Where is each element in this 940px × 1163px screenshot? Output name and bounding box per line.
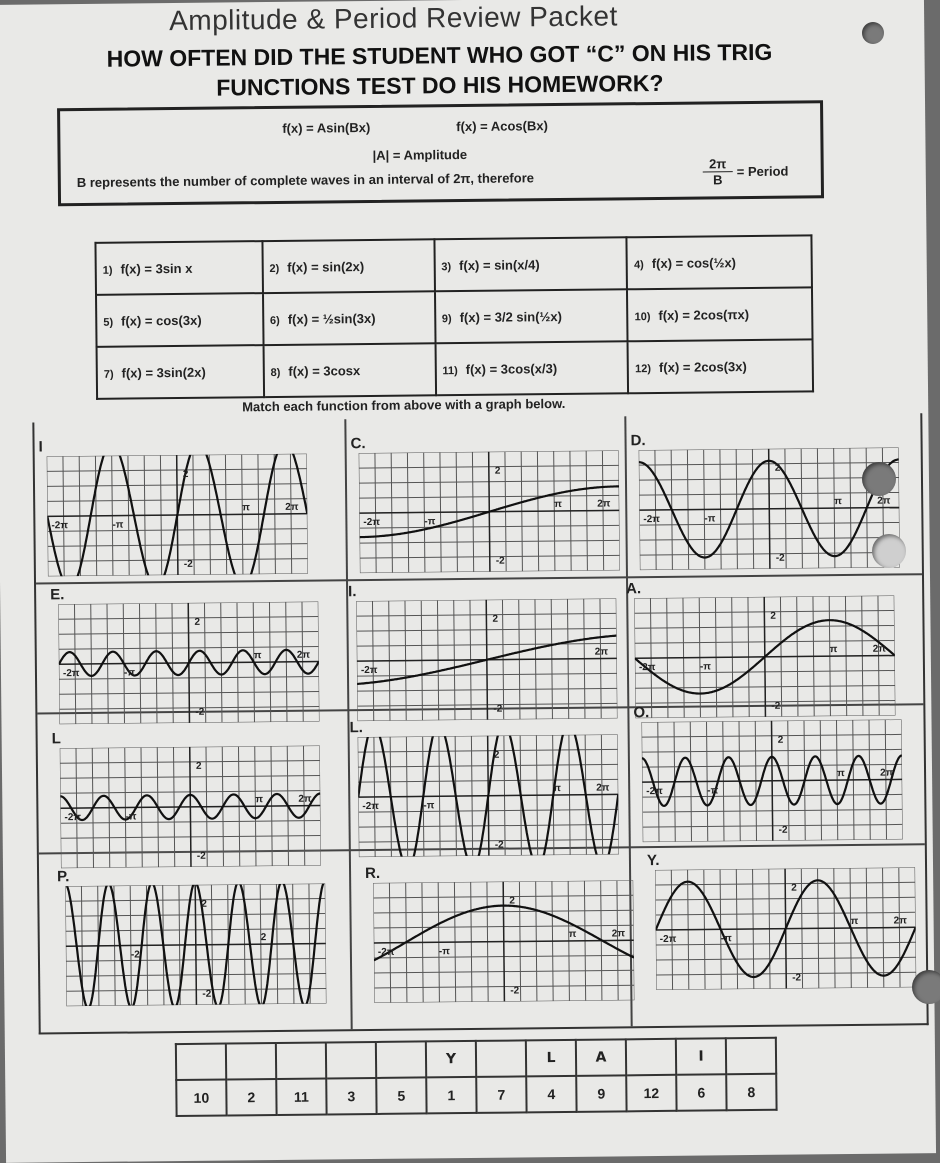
tick-label: -π: [423, 800, 435, 812]
tick-label: 2: [777, 734, 784, 746]
tick-label: 2: [260, 932, 267, 944]
tick-label: π: [834, 496, 842, 508]
answer-letter-cell[interactable]: A: [576, 1039, 626, 1076]
amplitude-formula: |A| = Amplitude: [372, 146, 468, 163]
answer-letter-cell[interactable]: Y: [426, 1041, 476, 1078]
tick-label: -2: [202, 988, 212, 1000]
function-expression: f(x) = 3sin x: [120, 260, 193, 277]
graph-panel: [57, 868, 326, 1011]
function-cell: [263, 343, 435, 397]
answer-letter-cell[interactable]: [326, 1042, 376, 1079]
tick-label: -2π: [638, 662, 656, 674]
function-number: 2): [269, 262, 280, 275]
tick-label: -π: [424, 516, 436, 528]
graph-panel: [630, 432, 900, 575]
graph-plot: [60, 746, 321, 869]
match-instruction: Match each function from above with a graph below.: [242, 395, 566, 415]
tick-label: -2: [495, 555, 505, 567]
function-cell: [627, 235, 812, 289]
graph-panel: [350, 435, 620, 578]
graph-letter-label: A.: [626, 580, 642, 598]
graph-letter-label: I: [38, 438, 43, 456]
function-cell: [96, 293, 263, 347]
graph-plot: [65, 883, 326, 1006]
tick-label: -2: [778, 824, 788, 836]
function-expression: f(x) = 3sin(2x): [121, 364, 206, 381]
function-expression: f(x) = cos(½x): [651, 254, 737, 271]
riddle-line-2: FUNCTIONS TEST DO HIS HOMEWORK?: [216, 69, 664, 101]
function-number: 5): [103, 316, 114, 329]
tick-label: π: [568, 928, 577, 940]
graph-letter-label: C.: [350, 435, 366, 453]
graph-panel: [349, 719, 619, 862]
answer-number-row: [176, 1074, 776, 1116]
answer-letter-cell[interactable]: [276, 1042, 326, 1079]
tick-label: -2π: [377, 946, 395, 958]
graph-letter-label: E.: [50, 586, 65, 604]
tick-label: 2π: [611, 928, 626, 940]
tick-label: 2π: [879, 767, 894, 779]
graph-letter-label: L: [51, 730, 61, 748]
tick-label: 2π: [872, 643, 887, 655]
graph-panel: [626, 580, 895, 724]
riddle-question: [54, 36, 825, 104]
graph-letter-label: L.: [349, 719, 363, 737]
graph-panel: [51, 730, 321, 874]
tick-label: -2π: [62, 668, 80, 680]
tick-label: -2π: [363, 516, 381, 529]
graph-letter-label: D.: [630, 432, 646, 450]
graph-letter-label: I.: [348, 583, 357, 601]
tick-label: 2π: [597, 498, 611, 510]
function-expression: f(x) = cos(3x): [120, 312, 202, 329]
tick-label: -2: [183, 558, 193, 570]
tick-label: -2π: [360, 664, 378, 677]
graph-plot: [642, 719, 903, 842]
answer-letter-cell[interactable]: [726, 1038, 776, 1075]
answer-number-cell: 10: [176, 1080, 226, 1117]
graph-panel: [348, 583, 617, 726]
tick-label: 2π: [893, 915, 907, 927]
answer-letter-cell[interactable]: I: [676, 1038, 726, 1075]
graph-panel: [364, 864, 634, 1008]
y-axis: [503, 882, 504, 1002]
tick-label: -2: [775, 552, 785, 564]
function-expression: f(x) = 3/2 sin(½x): [459, 308, 562, 325]
riddle-line-1: HOW OFTEN DID THE STUDENT WHO GOT “C” ON HIS TRIG: [106, 38, 773, 72]
tick-label: -2: [196, 850, 206, 862]
answer-number-cell: 4: [526, 1076, 576, 1113]
tick-label: 2: [509, 895, 515, 907]
function-expression: f(x) = 3cos(x/3): [465, 360, 558, 377]
answer-letter-cell[interactable]: [226, 1043, 276, 1080]
y-axis: [769, 449, 770, 569]
tick-label: π: [255, 794, 264, 806]
graph-letter-label: P.: [57, 868, 70, 886]
answer-table: [175, 1037, 778, 1117]
function-table-row: [97, 339, 814, 398]
y-axis: [772, 721, 773, 841]
graph-panel: [38, 438, 308, 582]
function-number: 11): [442, 364, 458, 377]
answer-number-cell: 5: [376, 1077, 426, 1114]
tick-label: 2π: [298, 793, 312, 805]
tick-label: 2π: [596, 782, 610, 794]
function-cell: [97, 345, 264, 399]
function-table-row: [95, 235, 812, 294]
tick-label: -2π: [362, 800, 379, 813]
function-number: 12): [635, 362, 652, 375]
function-cell: [434, 237, 627, 291]
tick-label: -2π: [51, 520, 69, 532]
graph-plot: [356, 598, 617, 721]
b-description: B represents the number of complete waves in an interval of 2π, therefore: [76, 170, 535, 191]
function-expression: f(x) = sin(x/4): [459, 256, 540, 273]
graph-panel: [50, 586, 319, 730]
formula-box: [57, 100, 824, 206]
tick-label: π: [553, 783, 561, 795]
answer-number-cell: 1: [426, 1077, 476, 1114]
tick-label: -π: [707, 785, 719, 797]
tick-label: -π: [699, 661, 711, 673]
tick-label: -2π: [646, 785, 663, 798]
function-number: 6): [269, 314, 280, 327]
tick-label: -2π: [64, 812, 82, 824]
tick-label: 2π: [877, 495, 891, 507]
graph-letter-label: Y.: [646, 851, 660, 870]
function-cell: [95, 241, 262, 295]
tick-label: -2π: [659, 933, 677, 945]
function-expression: f(x) = sin(2x): [287, 258, 365, 275]
function-number: 9): [441, 312, 452, 325]
period-denominator: B: [713, 172, 723, 188]
graph-plot: [633, 596, 895, 722]
page-title: Amplitude & Period Review Packet: [168, 0, 618, 37]
tick-label: -2π: [643, 513, 661, 526]
answer-letter-cell[interactable]: L: [526, 1040, 576, 1077]
answer-letter-cell[interactable]: [176, 1044, 226, 1081]
graph-plot: [47, 454, 308, 577]
graph-letter-label: R.: [364, 864, 381, 883]
function-cell: [627, 287, 812, 341]
y-axis: [190, 747, 191, 867]
tick-label: π: [242, 502, 250, 514]
function-expression: f(x) = ½sin(3x): [287, 310, 376, 327]
tick-label: -π: [720, 933, 732, 945]
answer-number-cell: 2: [226, 1079, 276, 1116]
graph-plot: [639, 447, 900, 570]
tick-label: -2: [510, 985, 520, 997]
tick-label: π: [829, 644, 838, 656]
period-fraction: [703, 156, 733, 187]
graph-plot: [359, 450, 620, 573]
function-number: 10): [634, 310, 651, 323]
graph-plot: [373, 880, 634, 1003]
tick-label: 2: [494, 465, 501, 477]
tick-label: -π: [125, 811, 137, 823]
graph-plot: [358, 734, 619, 857]
tick-label: π: [253, 650, 262, 662]
tick-label: π: [850, 915, 859, 927]
tick-label: 2: [492, 613, 499, 625]
function-number: 3): [441, 260, 452, 273]
graph-plot: [655, 867, 916, 990]
tick-label: -π: [112, 519, 124, 531]
tick-label: 2: [195, 760, 202, 772]
function-cell: [263, 291, 435, 345]
answer-number-cell: 6: [676, 1074, 726, 1111]
tick-label: -2: [792, 972, 802, 984]
graph-plot: [58, 602, 319, 725]
function-number: 4): [633, 258, 644, 271]
cosine-formula: f(x) = Acos(Bx): [456, 118, 548, 135]
graph-panel: [646, 851, 916, 995]
answer-number-cell: 12: [626, 1075, 676, 1112]
function-expression: f(x) = 2cos(πx): [658, 306, 750, 323]
tick-label: π: [554, 498, 562, 511]
answer-letter-cell[interactable]: [376, 1041, 426, 1078]
punch-hole: [862, 462, 896, 496]
tick-label: 2: [774, 462, 781, 474]
punch-hole: [862, 22, 884, 44]
tick-label: -2: [494, 839, 504, 851]
tick-label: π: [837, 768, 845, 780]
period-label: = Period: [736, 163, 789, 180]
function-cell: [262, 239, 434, 293]
tick-label: 2π: [296, 649, 311, 661]
tick-label: -π: [438, 946, 450, 958]
tick-label: -2: [493, 703, 503, 715]
answer-number-cell: 11: [276, 1078, 326, 1115]
tick-label: 2: [770, 610, 777, 622]
y-axis: [195, 885, 196, 1005]
function-expression: f(x) = 2cos(3x): [658, 358, 747, 375]
punch-hole: [872, 534, 906, 568]
tick-label: 2: [493, 749, 500, 761]
answer-number-cell: 8: [726, 1074, 776, 1111]
answer-number-cell: 9: [576, 1075, 626, 1112]
tick-label: 2: [791, 882, 797, 894]
tick-label: 2: [182, 468, 189, 480]
graph-letter-label: O.: [633, 704, 650, 722]
tick-label: -2: [771, 700, 781, 712]
period-numerator: 2π: [703, 156, 733, 172]
tick-label: -2: [195, 706, 205, 718]
answer-number-cell: 7: [476, 1076, 526, 1113]
function-cell: [628, 339, 813, 393]
function-cell: [435, 341, 628, 395]
function-number: 8): [270, 366, 281, 379]
function-table-row: [96, 287, 813, 346]
tick-label: -π: [123, 667, 136, 679]
tick-label: -2: [130, 949, 140, 961]
tick-label: 2: [201, 898, 208, 910]
answer-number-cell: 3: [326, 1078, 376, 1115]
function-number: 7): [103, 368, 114, 381]
function-cell: [435, 289, 628, 343]
tick-label: 2π: [285, 501, 299, 513]
tick-label: 2π: [594, 646, 609, 658]
function-table: [94, 234, 814, 400]
graph-panel: [633, 704, 903, 847]
tick-label: 2: [194, 616, 201, 628]
punch-hole: [912, 970, 940, 1004]
tick-label: -π: [704, 513, 716, 525]
function-expression: f(x) = 3cosx: [288, 362, 361, 379]
sine-formula: f(x) = Asin(Bx): [282, 119, 371, 136]
answer-letter-cell[interactable]: [626, 1039, 676, 1076]
function-number: 1): [102, 264, 113, 277]
answer-letter-cell[interactable]: [476, 1040, 526, 1077]
